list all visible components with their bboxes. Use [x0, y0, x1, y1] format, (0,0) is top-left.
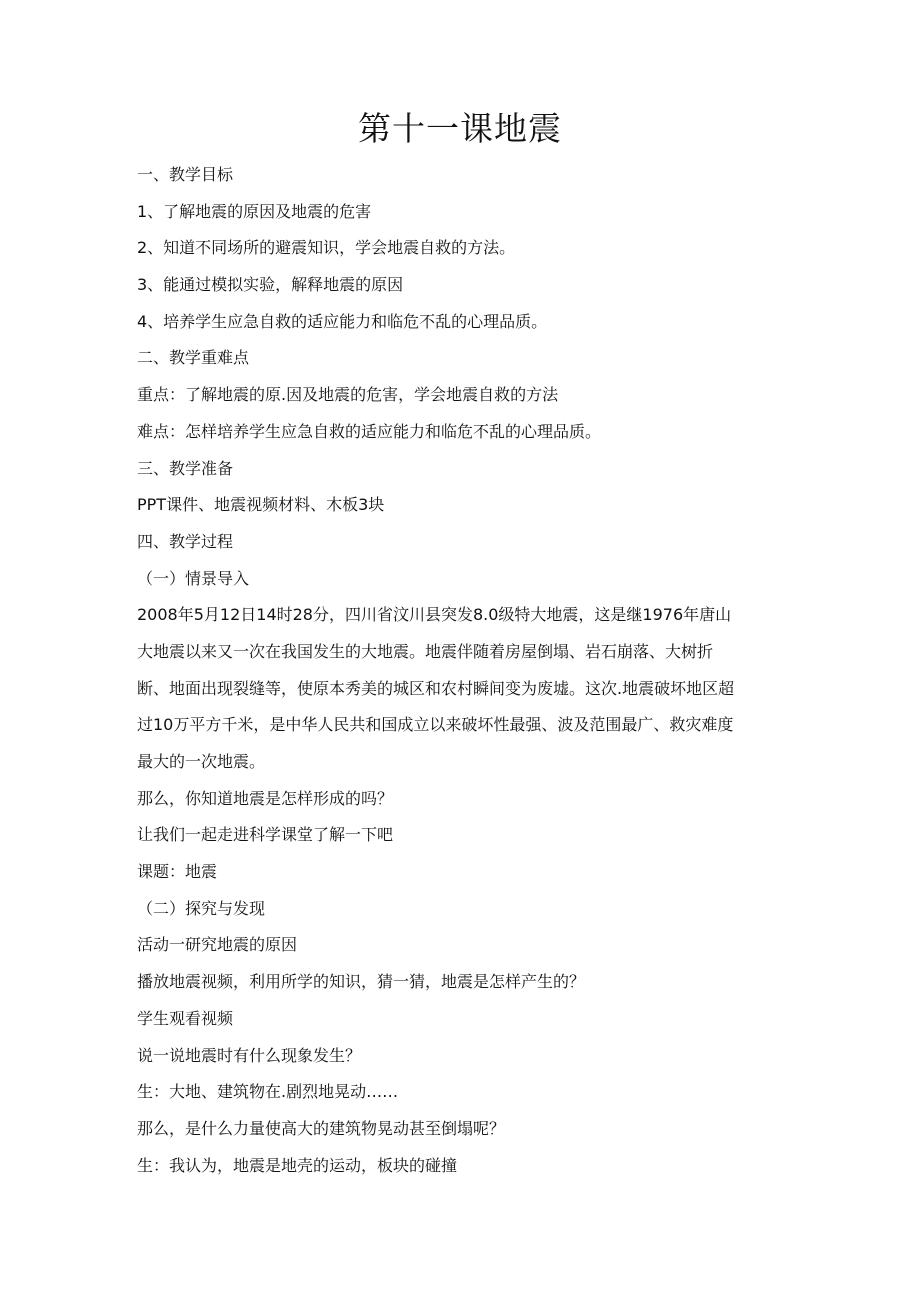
student-response-text: 生：大地、建筑物在.剧烈地晃动……: [137, 1082, 399, 1102]
activity-text: 说一说地震时有什么现象发生？: [137, 1045, 362, 1065]
transition-text: 让我们一起走进科学课堂了解一下吧: [137, 825, 394, 845]
activity-heading: 活动一研究地震的原因: [137, 935, 298, 955]
intro-paragraph-line: 2008年5月12日14时28分，四川省汶川县突发8.0级特大地震，这是继1976年唐山: [137, 605, 732, 625]
section-heading-key-points: 二、教学重难点: [137, 348, 250, 368]
intro-paragraph-line: 大地震以来又一次在我国发生的大地震。地震伴随着房屋倒塌、岩石崩落、大树折: [137, 641, 714, 661]
section-heading-preparation: 三、教学准备: [137, 458, 234, 478]
section-heading-process: 四、教学过程: [137, 531, 234, 551]
topic-text: 课题：地震: [137, 862, 218, 882]
activity-text: 播放地震视频，利用所学的知识，猜一猜，地震是怎样产生的？: [137, 972, 586, 992]
subsection-heading-intro: （一）情景导入: [137, 568, 250, 588]
intro-paragraph-line: 最大的一次地震。: [137, 752, 266, 771]
difficulty-text: 难点：怎样培养学生应急自救的适应能力和临危不乱的心理品质。: [137, 421, 602, 441]
key-point-text: 重点：了解地震的原.因及地震的危害，学会地震自救的方法: [137, 385, 559, 405]
section-heading-objectives: 一、教学目标: [137, 165, 234, 184]
objective-item: 4、培养学生应急自救的适应能力和临危不乱的心理品质。: [137, 311, 548, 331]
document-title: 第十一课地震: [358, 109, 562, 148]
intro-paragraph-line: 断、地面出现裂缝等，使原本秀美的城区和农村瞬间变为废墟。这次.地震破坏地区超: [137, 678, 735, 698]
activity-text: 学生观看视频: [137, 1008, 234, 1028]
document-body: [137, 157, 785, 1184]
student-response-text: 生：我认为，地震是地壳的运动，板块的碰撞: [137, 1155, 458, 1175]
preparation-text: PPT课件、地震视频材料、木板3块: [137, 495, 385, 515]
intro-paragraph-line: 过10万平方千米，是中华人民共和国成立以来破坏性最强、波及范围最广、救灾难度: [137, 715, 734, 735]
objective-item: 3、能通过模拟实验，解释地震的原因: [137, 275, 404, 295]
subsection-heading-explore: （二）探究与发现: [137, 898, 266, 918]
question-text: 那么，是什么力量使高大的建筑物晃动甚至倒塌呢？: [137, 1118, 506, 1138]
objective-item: 1、了解地震的原因及地震的危害: [137, 201, 372, 221]
question-text: 那么，你知道地震是怎样形成的吗？: [137, 788, 394, 808]
objective-item: 2、知道不同场所的避震知识，学会地震自救的方法。: [137, 238, 516, 258]
